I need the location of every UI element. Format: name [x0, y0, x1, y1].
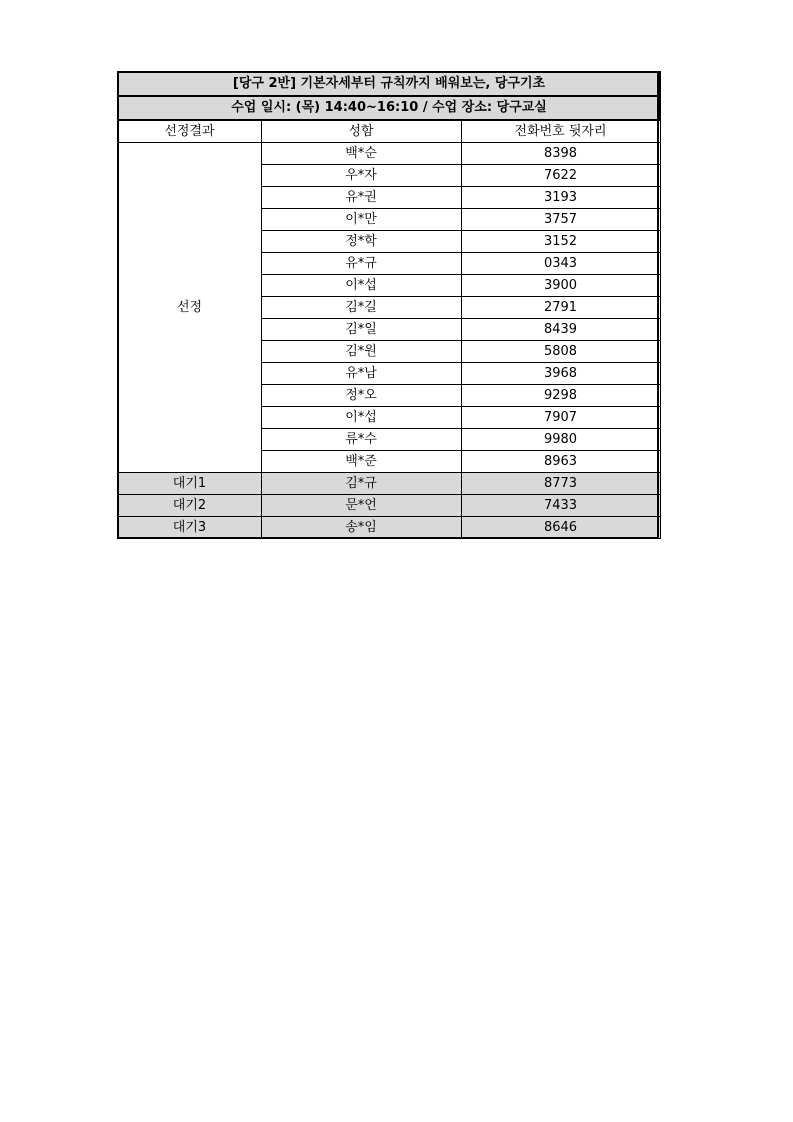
name-cell: 문*언	[261, 495, 461, 517]
waiting-label: 대기2	[118, 495, 261, 517]
header-name: 성함	[261, 120, 461, 143]
phone-cell: 8963	[461, 451, 660, 473]
name-cell: 유*남	[261, 363, 461, 385]
phone-cell: 8773	[461, 473, 660, 495]
name-cell: 우*자	[261, 165, 461, 187]
waiting-row	[118, 495, 660, 517]
name-cell: 송*임	[261, 517, 461, 539]
name-cell: 정*학	[261, 231, 461, 253]
phone-cell: 8439	[461, 319, 660, 341]
phone-cell: 7907	[461, 407, 660, 429]
name-cell: 백*순	[261, 143, 461, 165]
class-title: [당구 2반] 기본자세부터 규칙까지 배워보는, 당구기초	[118, 72, 660, 96]
name-cell: 유*권	[261, 187, 461, 209]
phone-cell: 3152	[461, 231, 660, 253]
header-result: 선정결과	[118, 120, 261, 143]
name-cell: 김*규	[261, 473, 461, 495]
phone-cell: 8646	[461, 517, 660, 539]
table-row	[118, 143, 660, 165]
name-cell: 이*섭	[261, 275, 461, 297]
waiting-label: 대기1	[118, 473, 261, 495]
waiting-label: 대기3	[118, 517, 261, 539]
name-cell: 이*만	[261, 209, 461, 231]
phone-cell: 0343	[461, 253, 660, 275]
phone-cell: 7433	[461, 495, 660, 517]
name-cell: 정*오	[261, 385, 461, 407]
phone-cell: 5808	[461, 341, 660, 363]
class-schedule-location: 수업 일시: (목) 14:40~16:10 / 수업 장소: 당구교실	[118, 96, 660, 120]
name-cell: 유*규	[261, 253, 461, 275]
phone-cell: 3757	[461, 209, 660, 231]
selection-results-table	[117, 71, 661, 539]
phone-cell: 2791	[461, 297, 660, 319]
header-row	[118, 120, 660, 143]
selected-label: 선정	[118, 143, 261, 473]
phone-cell: 7622	[461, 165, 660, 187]
phone-cell: 3900	[461, 275, 660, 297]
name-cell: 류*수	[261, 429, 461, 451]
name-cell: 김*일	[261, 319, 461, 341]
header-phone: 전화번호 뒷자리	[461, 120, 660, 143]
name-cell: 백*준	[261, 451, 461, 473]
name-cell: 이*섭	[261, 407, 461, 429]
phone-cell: 9980	[461, 429, 660, 451]
phone-cell: 3193	[461, 187, 660, 209]
name-cell: 김*원	[261, 341, 461, 363]
phone-cell: 3968	[461, 363, 660, 385]
name-cell: 김*길	[261, 297, 461, 319]
title-row	[118, 72, 660, 96]
phone-cell: 8398	[461, 143, 660, 165]
waiting-row	[118, 473, 660, 495]
waiting-row	[118, 517, 660, 539]
subtitle-row	[118, 96, 660, 120]
phone-cell: 9298	[461, 385, 660, 407]
